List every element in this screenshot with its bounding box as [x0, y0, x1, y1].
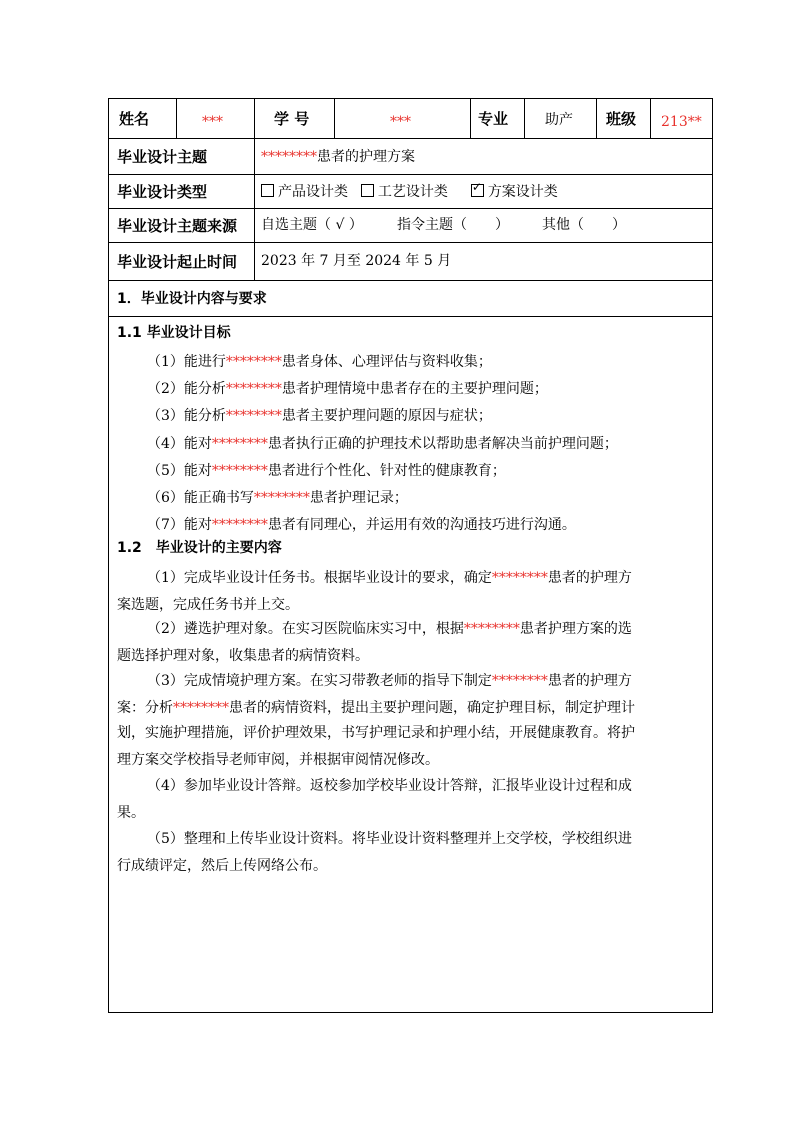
text-line: [147, 515, 576, 535]
masked-disease: ********: [225, 354, 282, 370]
theme-value: [261, 147, 415, 167]
text-line: [147, 434, 618, 454]
text-line: [147, 379, 548, 399]
goals-title: 1.1 毕业设计目标: [117, 325, 231, 341]
text-line: [117, 595, 299, 615]
row-divider: [108, 242, 713, 243]
masked-disease: ********: [225, 408, 282, 425]
line-text: 行成绩评定，然后上传网络公布。: [117, 858, 327, 874]
text-line: [147, 461, 506, 481]
col-divider: [650, 98, 651, 138]
line-text: （5）能对: [147, 462, 212, 479]
checkbox-product-design[interactable]: [261, 184, 274, 197]
row-divider: [108, 316, 713, 317]
line-text: 患者护理方案的选: [519, 621, 632, 637]
text-line: [117, 803, 145, 823]
masked-disease: ********: [211, 435, 268, 452]
line-text: 患者的护理方: [547, 570, 632, 586]
row-divider: [108, 280, 713, 281]
text-line: [147, 776, 632, 796]
row-divider: [108, 174, 713, 175]
line-text: 题选择护理对象，收集患者的病情资料。: [117, 648, 369, 664]
text-line: [147, 488, 408, 508]
name-value: ***: [202, 114, 223, 130]
masked-disease: ********: [225, 381, 282, 398]
col-divider: [524, 98, 525, 138]
theme-label: 毕业设计主题: [117, 148, 208, 166]
name-label: 姓名: [119, 110, 150, 128]
text-line: [147, 829, 632, 849]
source-label: 毕业设计主题来源: [117, 217, 238, 235]
period-value: 2023 年 7 月至 2024 年 5 月: [261, 253, 452, 269]
line-text: 果。: [117, 805, 145, 821]
source-self: 自选主题（ √ ）: [261, 217, 363, 233]
text-line: [147, 671, 632, 691]
class-value: 213**: [661, 114, 702, 130]
col-divider: [470, 98, 471, 138]
text-line: [117, 698, 635, 718]
line-text: 患者主要护理问题的原因与症状；: [281, 408, 492, 425]
line-text: 理方案交学校指导老师审阅，并根据审阅情况修改。: [117, 752, 439, 768]
line-text: 患者有同理心，并运用有效的沟通技巧进行沟通。: [267, 517, 576, 534]
col-divider: [176, 98, 177, 138]
line-text: 案：分析: [117, 700, 173, 716]
type-label: 毕业设计类型: [117, 183, 208, 201]
line-text: （7）能对: [147, 517, 212, 534]
row-divider: [108, 138, 713, 139]
line-text: 划，实施护理措施，评价护理效果，书写护理记录和护理小结，开展健康教育。将护: [117, 725, 635, 741]
source-other: 其他（ ）: [542, 217, 626, 233]
masked-disease: ********: [463, 621, 520, 637]
option-product-design: 产品设计类: [278, 184, 348, 200]
major-value: 助产: [545, 112, 573, 128]
text-line: [147, 568, 632, 588]
table-border-top: [108, 98, 713, 99]
line-text: 患者身体、心理评估与资料收集；: [281, 354, 492, 370]
line-text: 患者护理记录；: [309, 490, 408, 506]
line-text: （6）能正确书写: [147, 490, 254, 506]
table-border-left: [108, 98, 109, 1013]
text-line: [147, 352, 492, 372]
col-divider: [596, 98, 597, 138]
student-id-value: ***: [390, 114, 411, 130]
line-text: 患者执行正确的护理技术以帮助患者解决当前护理问题；: [267, 435, 618, 452]
line-text: （4）参加毕业设计答辩。返校参加学校毕业设计答辩，汇报毕业设计过程和成: [147, 778, 632, 794]
line-text: 患者护理情境中患者存在的主要护理问题；: [281, 381, 548, 398]
option-plan-design: 方案设计类: [487, 184, 558, 200]
masked-disease: ********: [253, 490, 310, 506]
student-id-label: 学 号: [274, 110, 310, 128]
masked-disease: ********: [173, 700, 229, 716]
section-title: 1．毕业设计内容与要求: [117, 291, 267, 307]
masked-disease: ********: [211, 462, 268, 479]
col-divider: [334, 98, 335, 138]
table-border-right: [712, 98, 713, 1013]
line-text: （4）能对: [147, 435, 212, 452]
line-text: 案选题，完成任务书并上交。: [117, 597, 299, 613]
text-line: [117, 646, 369, 666]
line-text: （1）能进行: [147, 354, 226, 370]
line-text: （2）遴选护理对象。在实习医院临床实习中，根据: [147, 621, 464, 637]
masked-disease: ********: [261, 149, 317, 165]
table-border-bottom: [108, 1012, 713, 1013]
col-divider: [254, 98, 255, 138]
masked-disease: ********: [491, 570, 548, 586]
period-label: 毕业设计起止时间: [117, 253, 238, 271]
line-text: 患者的病情资料，提出主要护理问题，确定护理目标，制定护理计: [229, 700, 635, 716]
checkbox-process-design[interactable]: [361, 184, 374, 197]
masked-disease: ********: [211, 517, 268, 534]
text-line: [117, 856, 327, 876]
text-line: [117, 723, 635, 743]
line-text: 患者的护理方: [547, 673, 632, 689]
major-label: 专业: [478, 110, 509, 128]
text-line: [147, 406, 492, 426]
checkbox-plan-design[interactable]: [471, 184, 484, 197]
masked-disease: ********: [491, 673, 548, 689]
text-line: [117, 750, 439, 770]
theme-text: 患者的护理方案: [317, 149, 415, 165]
line-text: 患者进行个性化、针对性的健康教育；: [267, 462, 506, 479]
text-line: [147, 619, 632, 639]
label-col-divider: [254, 138, 255, 280]
row-divider: [108, 208, 713, 209]
line-text: （5）整理和上传毕业设计资料。将毕业设计资料整理并上交学校，学校组织进: [147, 831, 632, 847]
line-text: （1）完成毕业设计任务书。根据毕业设计的要求，确定: [147, 570, 492, 586]
line-text: （3）能分析: [147, 408, 226, 425]
line-text: （2）能分析: [147, 381, 226, 398]
type-options: [261, 182, 558, 202]
option-process-design: 工艺设计类: [377, 184, 448, 200]
line-text: （3）完成情境护理方案。在实习带教老师的指导下制定: [147, 673, 492, 689]
content-title: 1.2 毕业设计的主要内容: [117, 540, 282, 556]
class-label: 班级: [606, 110, 637, 128]
source-assigned: 指令主题（ ）: [397, 217, 509, 233]
